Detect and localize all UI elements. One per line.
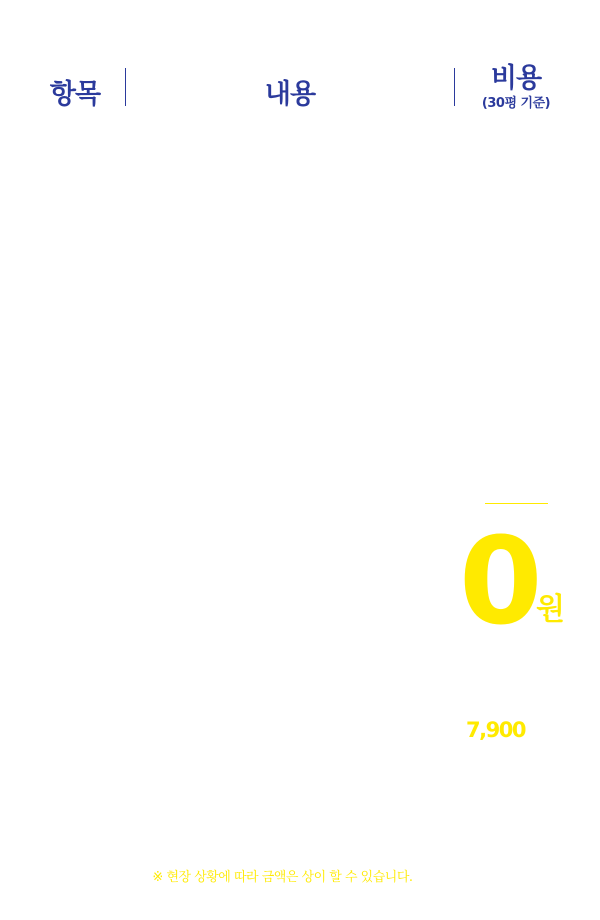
header-cost [462, 62, 570, 112]
sale-price-unit: 원 [536, 592, 564, 627]
footnote: ※ 현장 상황에 따라 금액은 상이 할 수 있습니다. [152, 870, 413, 885]
header-cost-label: 비용 [490, 63, 542, 94]
original-price: 7,900 [466, 718, 525, 742]
header-divider [125, 68, 126, 106]
sale-price-amount: 0 [459, 513, 541, 652]
header-item-label: 항목 [49, 79, 101, 110]
price-separator-line [485, 503, 548, 504]
header-cost-sub-label: (30평 기준) [481, 96, 551, 111]
header-divider [454, 68, 455, 106]
header-content-label: 내용 [264, 79, 316, 110]
